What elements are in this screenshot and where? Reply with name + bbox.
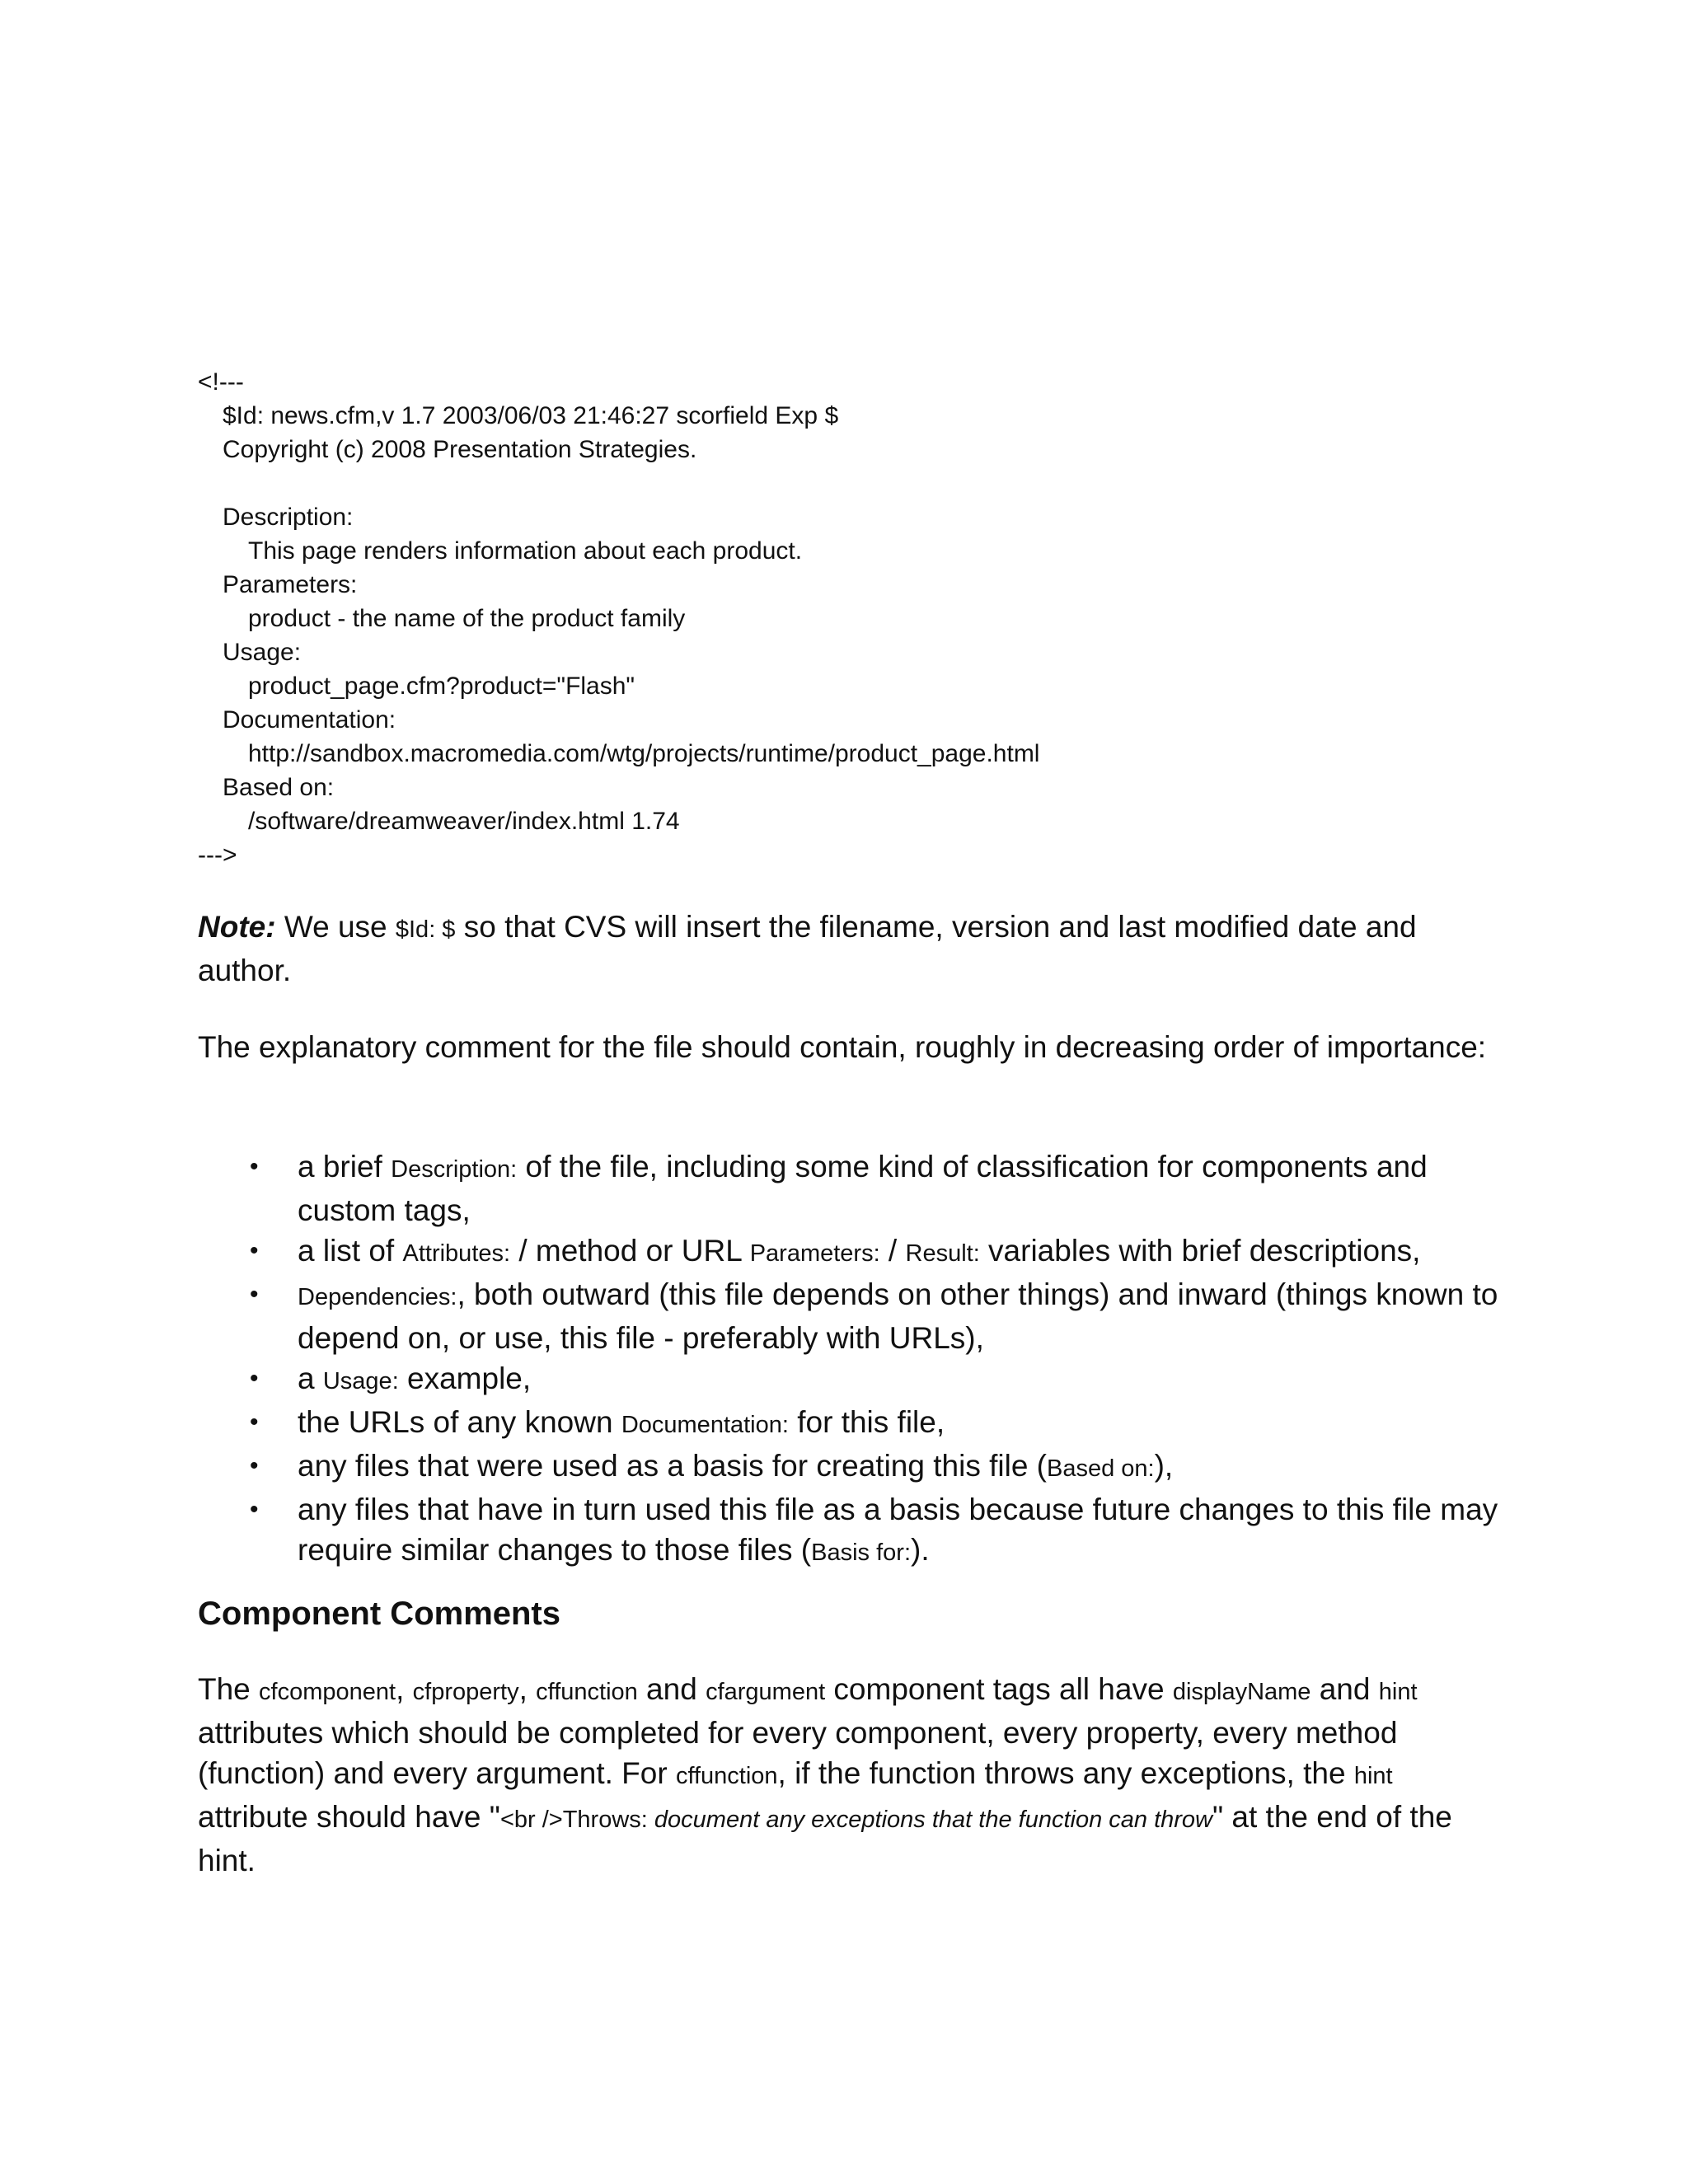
para-text: , xyxy=(518,1672,537,1706)
comment-parameters-label: Parameters: xyxy=(223,571,358,598)
para-text: " at the end of the hint. xyxy=(198,1800,1452,1877)
item-text: / xyxy=(879,1234,906,1268)
para-code: cffunction xyxy=(675,1763,778,1789)
list-item xyxy=(198,1146,1517,1230)
comment-parameters-text: product - the name of the product family xyxy=(248,605,686,632)
note-label: Note: xyxy=(198,910,276,944)
item-text: , both outward (this file depends on other things) and inward (things known to depend on, or use, this file - preferably with URLs), xyxy=(298,1277,1498,1355)
comment-usage-label: Usage: xyxy=(223,639,302,666)
list-item xyxy=(198,1489,1517,1573)
para-code: cfargument xyxy=(706,1679,826,1705)
section-heading: Component Comments xyxy=(198,1596,560,1632)
note-text-after: so that CVS will insert the filename, version and last modified date and author. xyxy=(198,910,1417,987)
comment-close: ---> xyxy=(198,841,237,869)
item-text: a xyxy=(298,1361,323,1395)
item-code: Basis for: xyxy=(811,1540,911,1566)
item-code: Dependencies: xyxy=(298,1284,457,1310)
item-code: Documentation: xyxy=(621,1412,789,1438)
comment-open: <!--- xyxy=(198,368,244,396)
item-text: any files that were used as a basis for creating this file ( xyxy=(298,1449,1047,1483)
item-code: Parameters: xyxy=(749,1240,880,1267)
item-text: for this file, xyxy=(788,1405,945,1439)
comment-copyright: Copyright (c) 2008 Presentation Strategies. xyxy=(223,436,697,463)
para-code: displayName xyxy=(1172,1679,1311,1705)
intro-paragraph: The explanatory comment for the file should contain, roughly in decreasing order of importance: xyxy=(198,1030,1487,1064)
para-code: hint xyxy=(1378,1679,1418,1705)
para-code: hint xyxy=(1353,1763,1393,1789)
list-item xyxy=(198,1446,1517,1489)
component-paragraph xyxy=(198,1669,1500,1881)
para-code: cffunction xyxy=(536,1679,638,1705)
bullet: • xyxy=(250,1281,259,1308)
comment-description-text: This page renders information about each product. xyxy=(248,537,803,565)
comment-id-line: $Id: news.cfm,v 1.7 2003/06/03 21:46:27 scorfield Exp $ xyxy=(223,402,839,429)
item-text: any files that have in turn used this file as a basis because future changes to this file may require similar changes to those files ( xyxy=(298,1493,1498,1567)
file-header-comment xyxy=(198,365,1517,872)
item-text: ). xyxy=(911,1533,930,1567)
bullet: • xyxy=(250,1452,259,1479)
item-code: Description: xyxy=(391,1156,518,1183)
para-text: attribute should have " xyxy=(198,1800,500,1834)
item-text: / method or URL xyxy=(510,1234,750,1268)
comment-based-on-label: Based on: xyxy=(223,774,335,801)
comment-description-label: Description: xyxy=(223,504,354,531)
para-text: component tags all have xyxy=(825,1672,1173,1706)
item-text: variables with brief descriptions, xyxy=(979,1234,1421,1268)
item-code: Usage: xyxy=(322,1368,399,1394)
list-item xyxy=(198,1402,1517,1446)
note-code: $Id: $ xyxy=(395,916,456,943)
bullet: • xyxy=(250,1153,259,1180)
item-text: a list of xyxy=(298,1234,403,1268)
para-text: The xyxy=(198,1672,260,1706)
para-text: and xyxy=(637,1672,706,1706)
comment-documentation-label: Documentation: xyxy=(223,706,396,733)
item-text: example, xyxy=(398,1361,532,1395)
item-text: ), xyxy=(1154,1449,1174,1483)
para-text: attributes which should be completed for every component, every property, every method (function) and every argument. For xyxy=(198,1716,1398,1790)
para-code-italic: document any exceptions that the function can throw xyxy=(654,1807,1212,1833)
bullet: • xyxy=(250,1237,259,1264)
contents-list xyxy=(198,1146,1517,1573)
para-text: and xyxy=(1311,1672,1379,1706)
list-item xyxy=(198,1358,1517,1402)
item-text: a brief xyxy=(298,1150,392,1183)
comment-usage-text: product_page.cfm?product="Flash" xyxy=(248,673,635,700)
comment-documentation-text: http://sandbox.macromedia.com/wtg/projects/runtime/product_page.html xyxy=(248,740,1040,767)
para-text: , xyxy=(396,1672,413,1706)
item-text: of the file, including some kind of classification for components and custom tags, xyxy=(298,1150,1428,1227)
item-text: the URLs of any known xyxy=(298,1405,621,1439)
item-code: Attributes: xyxy=(402,1240,511,1267)
bullet: • xyxy=(250,1496,259,1523)
note-text-before: We use xyxy=(275,910,396,944)
para-code: cfcomponent xyxy=(259,1679,396,1705)
comment-based-on-text: /software/dreamweaver/index.html 1.74 xyxy=(248,808,680,835)
para-code: cfproperty xyxy=(412,1679,519,1705)
list-item xyxy=(198,1274,1517,1358)
note-paragraph xyxy=(198,907,1500,991)
bullet: • xyxy=(250,1408,259,1436)
bullet: • xyxy=(250,1365,259,1392)
para-text: , if the function throws any exceptions, the xyxy=(777,1756,1354,1790)
comment-blank-line xyxy=(198,466,1517,500)
item-code: Based on: xyxy=(1047,1455,1155,1482)
item-code: Result: xyxy=(905,1240,980,1267)
para-code: <br />Throws: xyxy=(499,1807,654,1833)
list-item xyxy=(198,1230,1517,1274)
